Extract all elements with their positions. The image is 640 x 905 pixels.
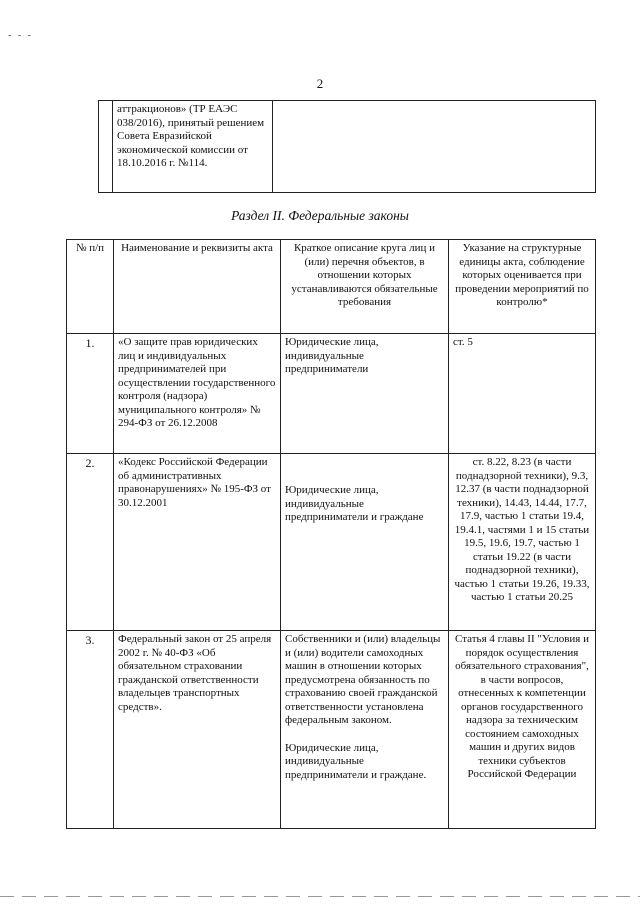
continued-empty-cell	[273, 101, 596, 193]
row-name: Федеральный закон от 25 апреля 2002 г. № 40-ФЗ «Об обязательном страховании гражданской ответственности владельцев транспортных средств».	[114, 631, 281, 829]
row-desc: Юридические лица, индивидуальные предприниматели	[281, 334, 449, 454]
row-name: «О защите прав юридических лиц и индивидуальных предпринимателей при осуществлении государственного контроля (надзора) муниципального контроля» № 294-ФЗ от 26.12.2008	[114, 334, 281, 454]
row-num: 1.	[67, 334, 114, 454]
row-desc-owners: Собственники и (или) владельцы и (или) водители самоходных машин в отношении которых предусмотрена обязанность по страхованию своей гражданской ответственности установлена федеральным законом.	[285, 633, 441, 726]
header-desc: Краткое описание круга лиц и (или) перечня объектов, в отношении которых устанавливаются обязательные требования	[281, 240, 449, 334]
table-header-row	[67, 240, 596, 334]
scan-mark: - - -	[8, 30, 33, 41]
table-row	[67, 334, 596, 454]
row-num: 3.	[67, 631, 114, 829]
header-units: Указание на структурные единицы акта, соблюдение которых оценивается при проведении мероприятий по контролю*	[449, 240, 596, 334]
page-number: 2	[316, 76, 324, 91]
row-units: ст. 8.22, 8.23 (в части поднадзорной техники), 9.3, 12.37 (в части поднадзорной техники), 14.43, 14.44, 17.7, 17.9, частью 1 статьи 19.4, 19.4.1, частями 1 и 15 статьи 19.5, 19.6, 19.7, частью 1 статьи 19.22 (в части поднадзорной техники), частью 1 статьи 19.26, 19.33, частью 1 статьи 20.25	[449, 454, 596, 631]
row-units: ст. 5	[449, 334, 596, 454]
table-row	[67, 631, 596, 829]
table-row	[67, 454, 596, 631]
header-name: Наименование и реквизиты акта	[114, 240, 281, 334]
continued-num-cell	[99, 101, 113, 193]
continued-text-cell: аттракционов» (ТР ЕАЭС 038/2016), принятый решением Совета Евразийской экономической комиссии от 18.10.2016 г. №114.	[113, 101, 273, 193]
row-num: 2.	[67, 454, 114, 631]
scan-bottom-edge	[0, 896, 640, 897]
row-name: «Кодекс Российской Федерации об административных правонарушениях» № 195-ФЗ от 30.12.2001	[114, 454, 281, 631]
row-desc: Юридические лица, индивидуальные предприниматели и граждане	[281, 454, 449, 631]
row-desc-entities: Юридические лица, индивидуальные предприниматели и граждане.	[285, 741, 427, 781]
header-num: № п/п	[67, 240, 114, 334]
continued-table	[98, 100, 596, 193]
section-title: Раздел II. Федеральные законы	[231, 208, 409, 223]
federal-laws-table	[66, 239, 596, 829]
row-units: Статья 4 главы II "Условия и порядок осуществления обязательного страхования", в части вопросов, отнесенных к компетенции органов государственного надзора за техническим состоянием самоходных машин и других видов техники субъектов Российской Федерации	[449, 631, 596, 829]
row-desc	[281, 631, 449, 829]
